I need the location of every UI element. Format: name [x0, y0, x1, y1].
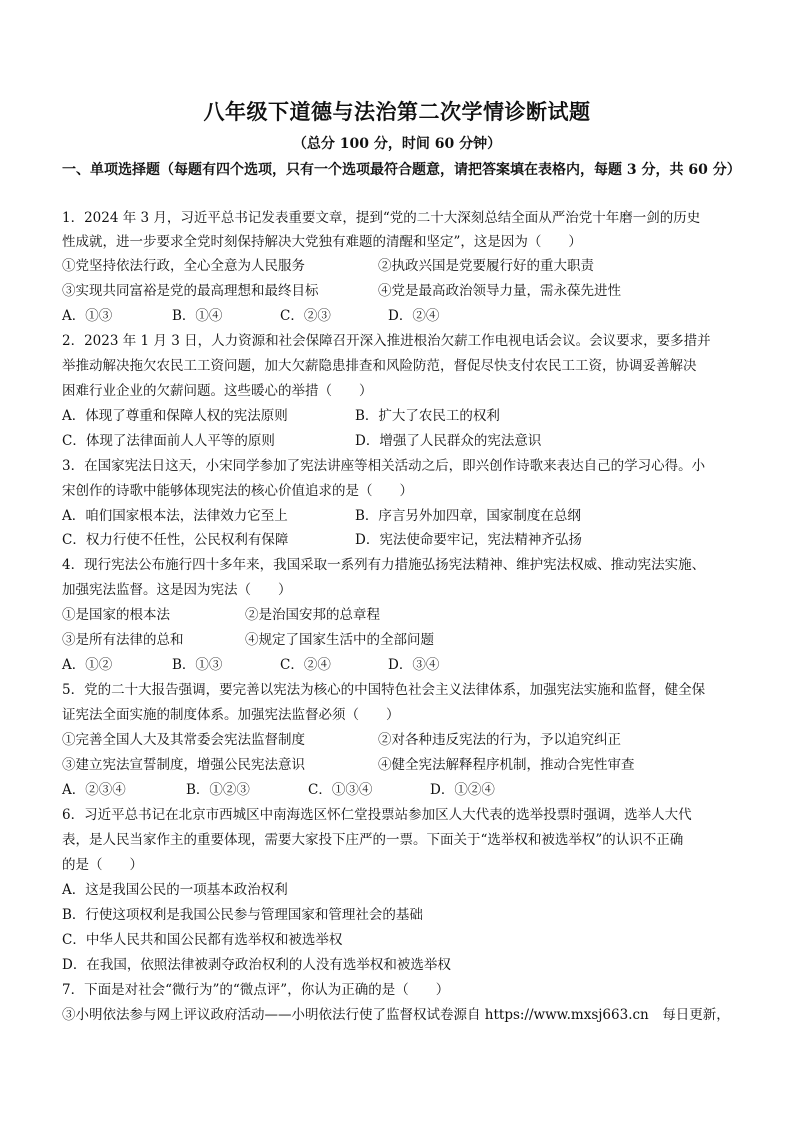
exam-title: 八年级下道德与法治第二次学情诊断试题	[203, 99, 591, 124]
q5-statement-3: ③建立宪法宣誓制度，增强公民宪法意识	[62, 757, 305, 773]
q4-stem-line-2: 加强宪法监督。这是因为宪法（ ）	[62, 582, 292, 598]
q1-statement-1: ①党坚持依法行政，全心全意为人民服务	[62, 258, 305, 274]
q1-statement-2: ②执政兴国是党要履行好的重大职责	[378, 258, 594, 274]
q4-statement-4: ④规定了国家生活中的全部问题	[245, 632, 434, 648]
q5-option-d: D．①②④	[430, 782, 495, 798]
q7-stem-line-1: 7．下面是对社会“微行为”的“微点评”，你认为正确的是（ ）	[62, 982, 450, 998]
q3-stem-line-2: 宋创作的诗歌中能够体现宪法的核心价值追求的是（ ）	[62, 483, 413, 499]
q1-stem-line-1: 1．2024 年 3 月，习近平总书记发表重要文章，提到“党的二十大深刻总结全面从严治党十年磨一剑的历史	[62, 210, 701, 226]
q5-statement-4: ④健全宪法解释程序机制，推动合宪性审查	[378, 757, 635, 773]
q5-option-c: C．①③④	[308, 782, 373, 798]
q5-stem-line-1: 5．党的二十大报告强调，要完善以宪法为核心的中国特色社会主义法律体系，加强宪法实施和监督，健全保	[62, 682, 706, 698]
q3-option-b: B．序言另外加四章，国家制度在总纲	[355, 508, 581, 524]
exam-subtitle: （总分 100 分，时间 60 分钟）	[292, 136, 502, 152]
q5-stem-line-2: 证宪法全面实施的制度体系。加强宪法监督必须（ ）	[62, 707, 400, 723]
q6-option-d: D．在我国，依照法律被剥夺政治权利的人没有选举权和被选举权	[62, 957, 451, 973]
q1-option-d: D．②④	[388, 308, 440, 324]
q5-option-b: B．①②③	[186, 782, 250, 798]
q6-option-b: B．行使这项权利是我国公民参与管理国家和管理社会的基础	[62, 907, 423, 923]
q3-option-c: C．权力行使不任性，公民权利有保障	[62, 532, 289, 548]
q6-stem-line-3: 的是（ ）	[62, 857, 143, 873]
q2-option-d: D．增强了人民群众的宪法意识	[355, 433, 542, 449]
q4-statement-2: ②是治国安邦的总章程	[245, 607, 380, 623]
q5-statement-1: ①完善全国人大及其常委会宪法监督制度	[62, 732, 305, 748]
q2-option-b: B．扩大了农民工的权利	[355, 408, 500, 424]
q6-stem-line-1: 6．习近平总书记在北京市西城区中南海选区怀仁堂投票站参加区人大代表的选举投票时强调，选举人大代	[62, 807, 692, 823]
q5-statement-2: ②对各种违反宪法的行为，予以追究纠正	[378, 732, 621, 748]
q4-stem-line-1: 4．现行宪法公布施行四十多年来，我国采取一系列有力措施弘扬宪法精神、维护宪法权威、推动宪法实施、	[62, 557, 706, 573]
q4-option-c: C．②④	[280, 657, 331, 673]
q5-option-a: A．②③④	[62, 782, 126, 798]
q2-stem-line-2: 举推动解决拖欠农民工工资问题，加大欠薪隐患排查和风险防范，督促尽快支付农民工工资，协调妥善解决	[62, 358, 697, 374]
q4-statement-1: ①是国家的根本法	[62, 607, 170, 623]
q1-stem-line-2: 性成就，进一步要求全党时刻保持解决大党独有难题的清醒和坚定”，这是因为（ ）	[62, 234, 582, 250]
q1-option-a: A．①③	[62, 308, 113, 324]
q2-option-c: C．体现了法律面前人人平等的原则	[62, 433, 275, 449]
section-heading: 一、单项选择题（每题有四个选项，只有一个选项最符合题意，请把答案填在表格内，每题 3 分，共 60 分）	[62, 162, 741, 178]
q4-statement-3: ③是所有法律的总和	[62, 632, 184, 648]
q1-option-b: B．①④	[172, 308, 223, 324]
q2-stem-line-1: 2．2023 年 1 月 3 日，人力资源和社会保障召开深入推进根治欠薪工作电视电话会议。会议要求，要多措并	[62, 333, 711, 349]
q3-option-d: D．宪法使命要牢记，宪法精神齐弘扬	[355, 532, 582, 548]
q7-statement-3: ③小明依法参与网上评议政府活动——小明依法行使了监督权试卷源自 https://www.mxsj663.cn 每日更新，	[62, 1007, 730, 1023]
q1-option-c: C．②③	[280, 308, 331, 324]
q4-option-d: D．③④	[388, 657, 440, 673]
q6-option-c: C．中华人民共和国公民都有选举权和被选举权	[62, 932, 343, 948]
q1-statement-4: ④党是最高政治领导力量，需永葆先进性	[378, 283, 621, 299]
q3-option-a: A．咱们国家根本法，法律效力它至上	[62, 508, 288, 524]
q4-option-b: B．①③	[172, 657, 223, 673]
q3-stem-line-1: 3．在国家宪法日这天，小宋同学参加了宪法讲座等相关活动之后，即兴创作诗歌来表达自己的学习心得。小	[62, 458, 706, 474]
q1-statement-3: ③实现共同富裕是党的最高理想和最终目标	[62, 283, 319, 299]
q6-option-a: A．这是我国公民的一项基本政治权利	[62, 882, 288, 898]
q2-option-a: A．体现了尊重和保障人权的宪法原则	[62, 408, 288, 424]
q2-stem-line-3: 困难行业企业的欠薪问题。这些暖心的举措（ ）	[62, 383, 373, 399]
q6-stem-line-2: 表，是人民当家作主的重要体现，需要大家投下庄严的一票。下面关于“选举权和被选举权”的认识不正确	[62, 832, 684, 848]
q4-option-a: A．①②	[62, 657, 113, 673]
